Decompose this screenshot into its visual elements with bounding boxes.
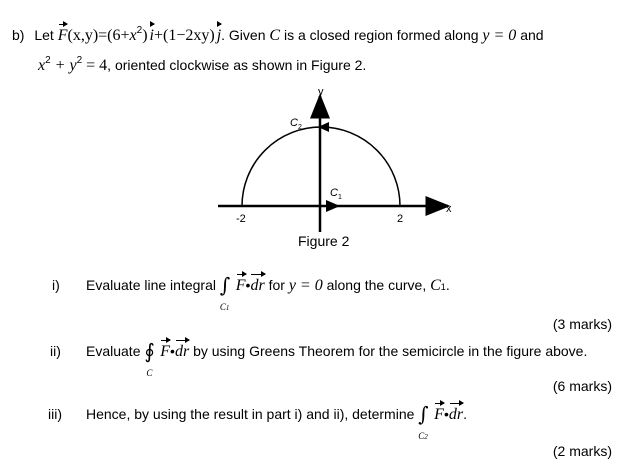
y-equals-zero: y = 0 [482, 27, 517, 44]
item-ii-F: F [160, 343, 171, 360]
circle-plus-y: + y [50, 57, 77, 74]
item-iii-int-sub: C2 [418, 431, 428, 441]
item-ii-roman: ii) [50, 343, 61, 359]
c1-direction-arrow [326, 200, 340, 212]
term2: +(1−2xy) [153, 27, 215, 44]
item-ii-text-before: Evaluate [86, 343, 141, 359]
item-i-end: . [445, 277, 450, 293]
term1-x: x [129, 27, 137, 44]
item-ii-text [86, 339, 588, 378]
unit-vector-j: j [216, 27, 222, 44]
and-word: and [520, 27, 544, 43]
c2-label: C [290, 117, 298, 129]
item-ii-text-after: by using Greens Theorem for the semicircle in the figure above. [193, 343, 588, 359]
circle-y-exp: 2 [76, 55, 83, 66]
item-i-curve: C [430, 277, 441, 294]
x-axis-label: x [446, 203, 452, 215]
item-i-dr: dr [250, 277, 265, 294]
tick-label-neg-2: -2 [236, 213, 246, 225]
item-i-along: along the curve, [326, 277, 427, 293]
equals-sign: = [98, 27, 108, 44]
integral-sign: ∫ [418, 402, 429, 426]
item-i-dot: • [245, 277, 251, 293]
item-i-curve-sub: 1 [440, 282, 446, 292]
item-i-integral [219, 273, 232, 312]
term1-open: (6+ [107, 27, 130, 44]
figure-caption: Figure 2 [298, 233, 350, 249]
item-ii-marks: (6 marks) [552, 378, 612, 394]
c1-subscript: 1 [338, 194, 342, 201]
term1-close: ) [142, 27, 148, 44]
item-iii-integral [418, 402, 430, 441]
field-F: F [57, 27, 68, 44]
item-i-text [86, 273, 450, 312]
item-i-cond: y = 0 [288, 277, 323, 294]
given-text: . Given [221, 27, 266, 43]
y-axis-label: y [318, 86, 324, 98]
orientation-text: , oriented clockwise as shown in Figure 2. [107, 57, 367, 73]
contour-integral-sign: ∮ [144, 339, 155, 363]
item-iii-roman: iii) [48, 406, 62, 422]
item-iii-text-before: Hence, by using the result in part i) and ii), determine [86, 406, 415, 422]
field-args: (x,y) [67, 27, 99, 44]
item-iii-marks: (2 marks) [552, 443, 612, 459]
item-ii-dot: • [170, 343, 175, 359]
item-i-marks: (3 marks) [552, 316, 612, 332]
item-iii-F: F [434, 406, 444, 423]
item-ii-int-sub: C [146, 368, 153, 378]
item-i-int-sub: C1 [219, 302, 230, 312]
item-i-F: F [235, 277, 246, 294]
region-text: is a closed region formed along [283, 27, 479, 43]
item-i-roman: i) [52, 277, 60, 293]
item-i-text-before: Evaluate line integral [86, 277, 216, 293]
c2-subscript: 2 [298, 124, 302, 131]
item-ii-dr: dr [174, 343, 190, 360]
item-iii-dot: • [443, 406, 449, 422]
item-iii-end: . [463, 406, 467, 422]
unit-vector-i: i [149, 27, 154, 44]
integral-sign: ∫ [219, 273, 231, 297]
item-ii-contour-integral [144, 339, 156, 378]
item-iii-text [86, 402, 467, 441]
region-C: C [269, 27, 281, 44]
item-i-for: for [268, 277, 285, 293]
tick-label-2: 2 [397, 213, 404, 225]
c1-label: C [330, 187, 338, 199]
circle-x-exp: 2 [45, 55, 51, 66]
part-label: b) [12, 27, 25, 43]
circle-equals: = 4 [82, 57, 108, 74]
circle-x: x [38, 57, 46, 74]
square-exponent: 2 [136, 25, 143, 36]
item-iii-dr: dr [448, 406, 464, 423]
let-word: Let [34, 27, 54, 43]
